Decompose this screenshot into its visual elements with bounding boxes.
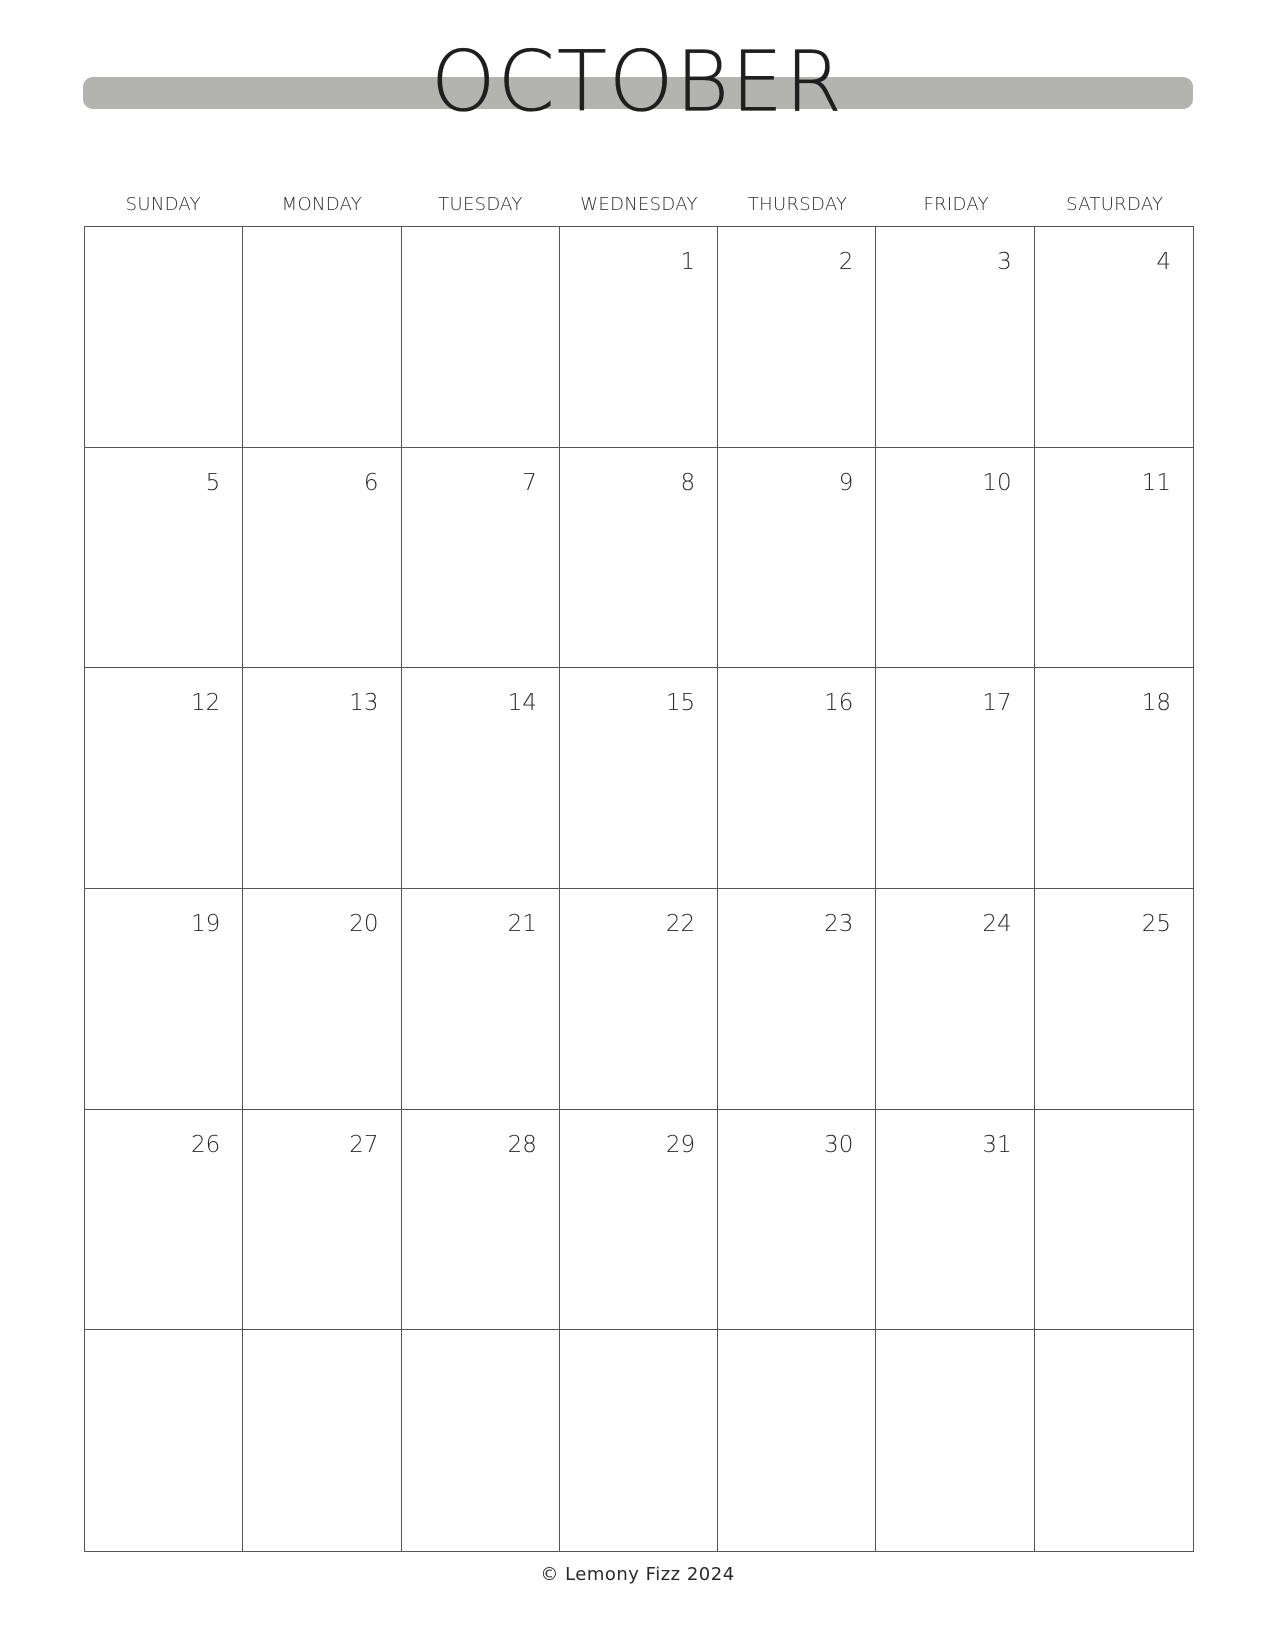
day-number: 15 xyxy=(665,690,696,717)
day-number: 9 xyxy=(838,469,854,496)
day-number: 17 xyxy=(982,690,1012,717)
day-cell xyxy=(876,448,1034,669)
day-number: 29 xyxy=(665,1131,696,1158)
day-number: 20 xyxy=(349,911,379,937)
day-number: 13 xyxy=(349,690,379,717)
weekday-tuesday: TUESDAY xyxy=(438,194,523,215)
weekday-wednesday: WEDNESDAY xyxy=(580,194,698,215)
day-cell xyxy=(560,448,718,669)
copyright-footer: © Lemony Fizz 2024 xyxy=(540,1564,735,1585)
day-number: 30 xyxy=(824,1131,854,1158)
day-number: 1 xyxy=(680,249,696,275)
day-number: 24 xyxy=(982,911,1012,937)
day-cell xyxy=(718,1110,876,1331)
day-cell xyxy=(402,889,560,1110)
day-cell xyxy=(876,1330,1034,1551)
day-cell xyxy=(560,1330,718,1551)
day-number: 12 xyxy=(191,690,221,717)
day-cell xyxy=(85,889,243,1110)
day-cell xyxy=(560,668,718,889)
day-cell xyxy=(85,668,243,889)
day-number: 25 xyxy=(1141,911,1171,937)
day-cell xyxy=(243,1110,401,1331)
day-number: 4 xyxy=(1156,249,1171,275)
day-number: 28 xyxy=(507,1131,537,1158)
day-number: 21 xyxy=(507,911,537,937)
day-number: 3 xyxy=(997,249,1012,275)
day-cell xyxy=(718,668,876,889)
day-cell xyxy=(402,1110,560,1331)
day-number: 22 xyxy=(665,911,696,937)
day-cell xyxy=(718,1330,876,1551)
day-number: 31 xyxy=(982,1131,1012,1158)
day-cell xyxy=(1035,1330,1193,1551)
day-cell xyxy=(243,1330,401,1551)
day-number: 27 xyxy=(349,1131,379,1158)
day-cell xyxy=(243,668,401,889)
weekday-friday: FRIDAY xyxy=(923,194,989,215)
day-cell xyxy=(560,889,718,1110)
day-cell xyxy=(402,227,560,448)
weekday-thursday: THURSDAY xyxy=(747,194,848,215)
day-cell xyxy=(243,889,401,1110)
day-number: 11 xyxy=(1141,469,1171,496)
day-cell xyxy=(1035,1110,1193,1331)
day-cell xyxy=(402,448,560,669)
day-cell xyxy=(85,1330,243,1551)
day-cell xyxy=(718,448,876,669)
day-number: 5 xyxy=(205,469,221,496)
day-cell xyxy=(243,448,401,669)
day-cell xyxy=(1035,227,1193,448)
day-cell xyxy=(243,227,401,448)
day-cell xyxy=(1035,889,1193,1110)
page-title xyxy=(0,34,1275,131)
day-number: 14 xyxy=(507,690,537,717)
day-cell xyxy=(876,889,1034,1110)
day-cell xyxy=(85,1110,243,1331)
day-cell xyxy=(876,1110,1034,1331)
calendar-grid xyxy=(84,226,1194,1552)
weekday-saturday: SATURDAY xyxy=(1066,194,1164,215)
day-number: 10 xyxy=(982,469,1012,496)
weekday-sunday: SUNDAY xyxy=(125,194,201,215)
day-cell xyxy=(718,889,876,1110)
day-cell xyxy=(876,668,1034,889)
day-cell xyxy=(402,1330,560,1551)
day-number: 7 xyxy=(522,469,537,496)
day-number: 18 xyxy=(1141,690,1171,717)
day-cell xyxy=(1035,448,1193,669)
weekday-monday: MONDAY xyxy=(281,194,363,215)
day-number: 2 xyxy=(838,249,854,275)
day-cell xyxy=(876,227,1034,448)
day-cell xyxy=(560,227,718,448)
day-number: 16 xyxy=(824,690,854,717)
month-name: OCTOBER xyxy=(431,34,844,131)
day-cell xyxy=(85,448,243,669)
day-cell xyxy=(560,1110,718,1331)
day-number: 19 xyxy=(191,911,221,937)
weekday-header-row xyxy=(84,194,1194,215)
day-cell xyxy=(402,668,560,889)
day-number: 8 xyxy=(680,469,696,496)
day-cell xyxy=(1035,668,1193,889)
day-number: 26 xyxy=(191,1131,221,1158)
day-number: 23 xyxy=(824,911,854,937)
day-cell xyxy=(718,227,876,448)
day-cell xyxy=(85,227,243,448)
day-number: 6 xyxy=(363,469,379,496)
